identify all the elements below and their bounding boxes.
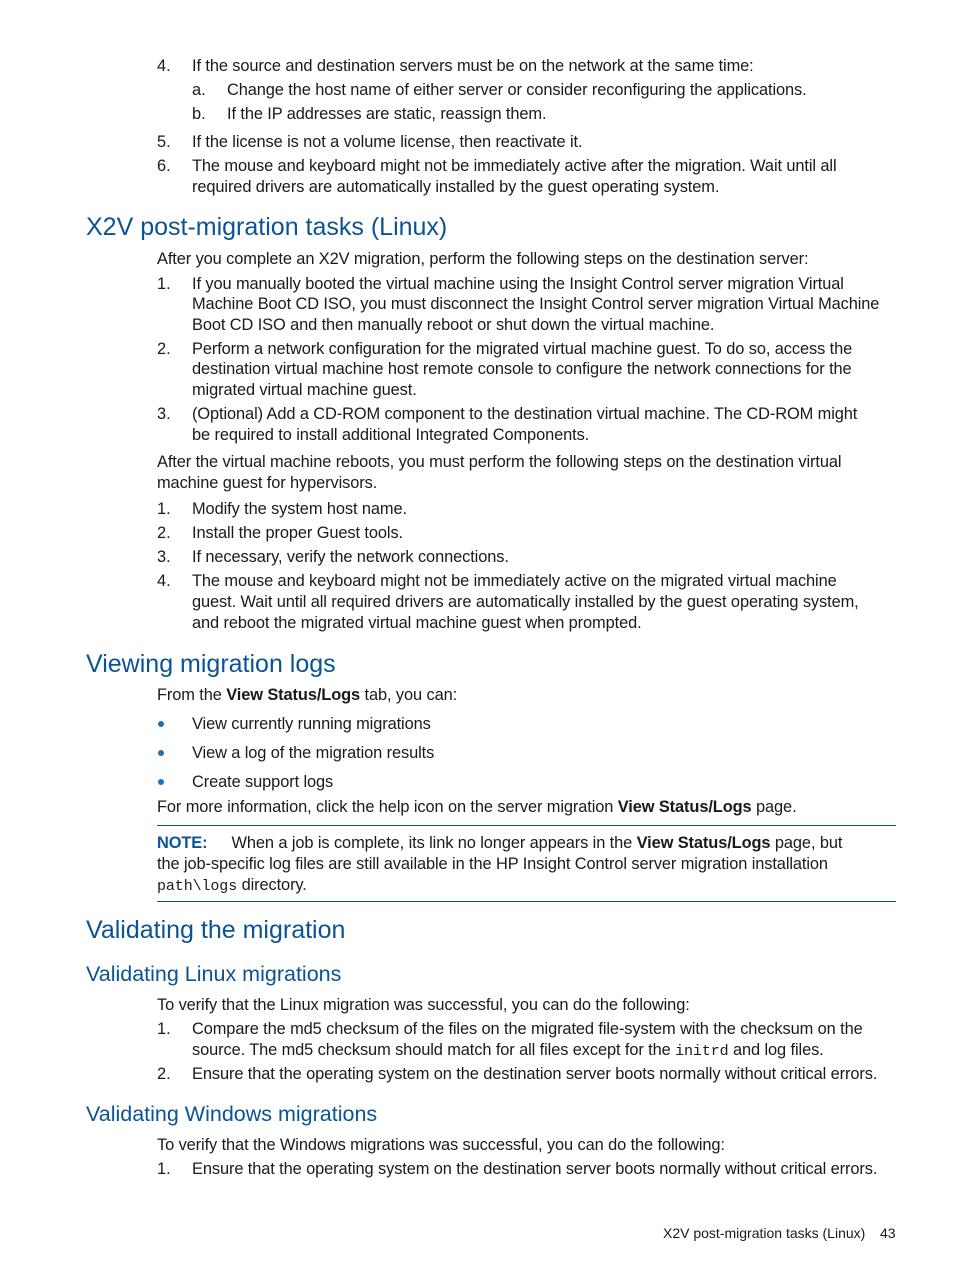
bullet-icon — [158, 779, 164, 785]
list-number: 4. — [157, 57, 171, 75]
list-number: 1. — [157, 500, 171, 518]
list-item-text: migrated virtual machine guest. — [192, 381, 417, 399]
list-number: 3. — [157, 548, 171, 566]
list-item-text: Ensure that the operating system on the destination server boots normally without critical errors. — [192, 1160, 878, 1178]
list-item-text: and reboot the migrated virtual machine guest when prompted. — [192, 614, 642, 632]
logs-intro: From the View Status/Logs tab, you can: — [157, 686, 458, 704]
list-item-text: View a log of the migration results — [192, 744, 435, 762]
section-heading-logs: Viewing migration logs — [86, 650, 336, 678]
sublist-item-text: Change the host name of either server or consider reconfiguring the applications. — [227, 81, 807, 99]
section-heading-x2v: X2V post-migration tasks (Linux) — [86, 213, 448, 241]
windows-intro: To verify that the Windows migrations was successful, you can do the following: — [157, 1136, 725, 1154]
bullet-icon — [158, 750, 164, 756]
code-initrd: initrd — [675, 1043, 729, 1060]
subsection-heading-windows: Validating Windows migrations — [86, 1102, 378, 1126]
logs-more-info: For more information, click the help icon on the server migration View Status/Logs page. — [157, 798, 797, 816]
list-item-text: (Optional) Add a CD-ROM component to the destination virtual machine. The CD-ROM might — [192, 405, 858, 423]
ui-label-view-status-logs: View Status/Logs — [636, 834, 771, 852]
list-item-text: Install the proper Guest tools. — [192, 524, 404, 542]
list-number: 1. — [157, 275, 171, 293]
note-top-rule — [157, 825, 896, 826]
list-item-text: Boot CD ISO and then manually reboot or shut down the virtual machine. — [192, 316, 715, 334]
note-bottom-rule — [157, 901, 896, 902]
list-item-text: Machine Boot CD ISO, you must disconnect the Insight Control server migration Virtual Machine — [192, 295, 880, 313]
list-number: 1. — [157, 1020, 171, 1038]
list-number: 4. — [157, 572, 171, 590]
list-number: 1. — [157, 1160, 171, 1178]
footer-section-title: X2V post-migration tasks (Linux) — [663, 1225, 866, 1241]
note-line-2: the job-specific log files are still available in the HP Insight Control server migration installation — [157, 855, 828, 873]
x2v-after-text: After the virtual machine reboots, you must perform the following steps on the destination virtual — [157, 453, 842, 471]
list-item-text: View currently running migrations — [192, 715, 431, 733]
sublist-letter: a. — [192, 81, 206, 99]
note-label: NOTE: — [157, 834, 208, 852]
list-number: 6. — [157, 157, 171, 175]
list-number: 3. — [157, 405, 171, 423]
list-number: 5. — [157, 133, 171, 151]
list-item-text: source. The md5 checksum should match for all files except for the initrd and log files. — [192, 1041, 824, 1060]
note-line-3: path\logs directory. — [157, 876, 307, 895]
list-item-text: Create support logs — [192, 773, 334, 791]
list-item-text: The mouse and keyboard might not be immediately active on the migrated virtual machine — [192, 572, 837, 590]
list-item-text: Modify the system host name. — [192, 500, 407, 518]
list-number: 2. — [157, 524, 171, 542]
code-path: path\logs — [157, 878, 238, 895]
linux-intro: To verify that the Linux migration was successful, you can do the following: — [157, 996, 690, 1014]
ui-label-view-status-logs: View Status/Logs — [617, 798, 752, 816]
list-item-text: If the license is not a volume license, then reactivate it. — [192, 133, 583, 151]
list-item-text: The mouse and keyboard might not be immediately active after the migration. Wait until all — [192, 157, 837, 175]
x2v-intro: After you complete an X2V migration, perform the following steps on the destination server: — [157, 250, 809, 268]
list-item-text: Ensure that the operating system on the destination server boots normally without critical errors. — [192, 1065, 878, 1083]
ui-label-view-status-logs: View Status/Logs — [226, 686, 361, 704]
page-number: 43 — [880, 1225, 896, 1241]
x2v-after-text: machine guest for hypervisors. — [157, 474, 378, 492]
subsection-heading-linux: Validating Linux migrations — [86, 962, 342, 986]
sublist-item-text: If the IP addresses are static, reassign them. — [227, 105, 547, 123]
list-item-text: destination virtual machine host remote console to configure the network connections for the — [192, 360, 852, 378]
list-item-text: Compare the md5 checksum of the files on the migrated file-system with the checksum on the — [192, 1020, 863, 1038]
sublist-letter: b. — [192, 105, 206, 123]
list-item-text: guest. Wait until all required drivers are automatically installed by the guest operating system, — [192, 593, 859, 611]
list-item-text: required drivers are automatically installed by the guest operating system. — [192, 178, 720, 196]
list-number: 2. — [157, 340, 171, 358]
list-item-text: be required to install additional Integrated Components. — [192, 426, 590, 444]
list-item-text: If the source and destination servers must be on the network at the same time: — [192, 57, 754, 75]
bullet-icon — [158, 721, 164, 727]
list-item-text: If you manually booted the virtual machine using the Insight Control server migration Virtual — [192, 275, 844, 293]
note-line-1: NOTE: When a job is complete, its link no longer appears in the View Status/Logs page, but — [157, 834, 843, 852]
list-number: 2. — [157, 1065, 171, 1083]
section-heading-validating: Validating the migration — [86, 916, 346, 944]
list-item-text: Perform a network configuration for the migrated virtual machine guest. To do so, access the — [192, 340, 853, 358]
list-item-text: If necessary, verify the network connections. — [192, 548, 509, 566]
